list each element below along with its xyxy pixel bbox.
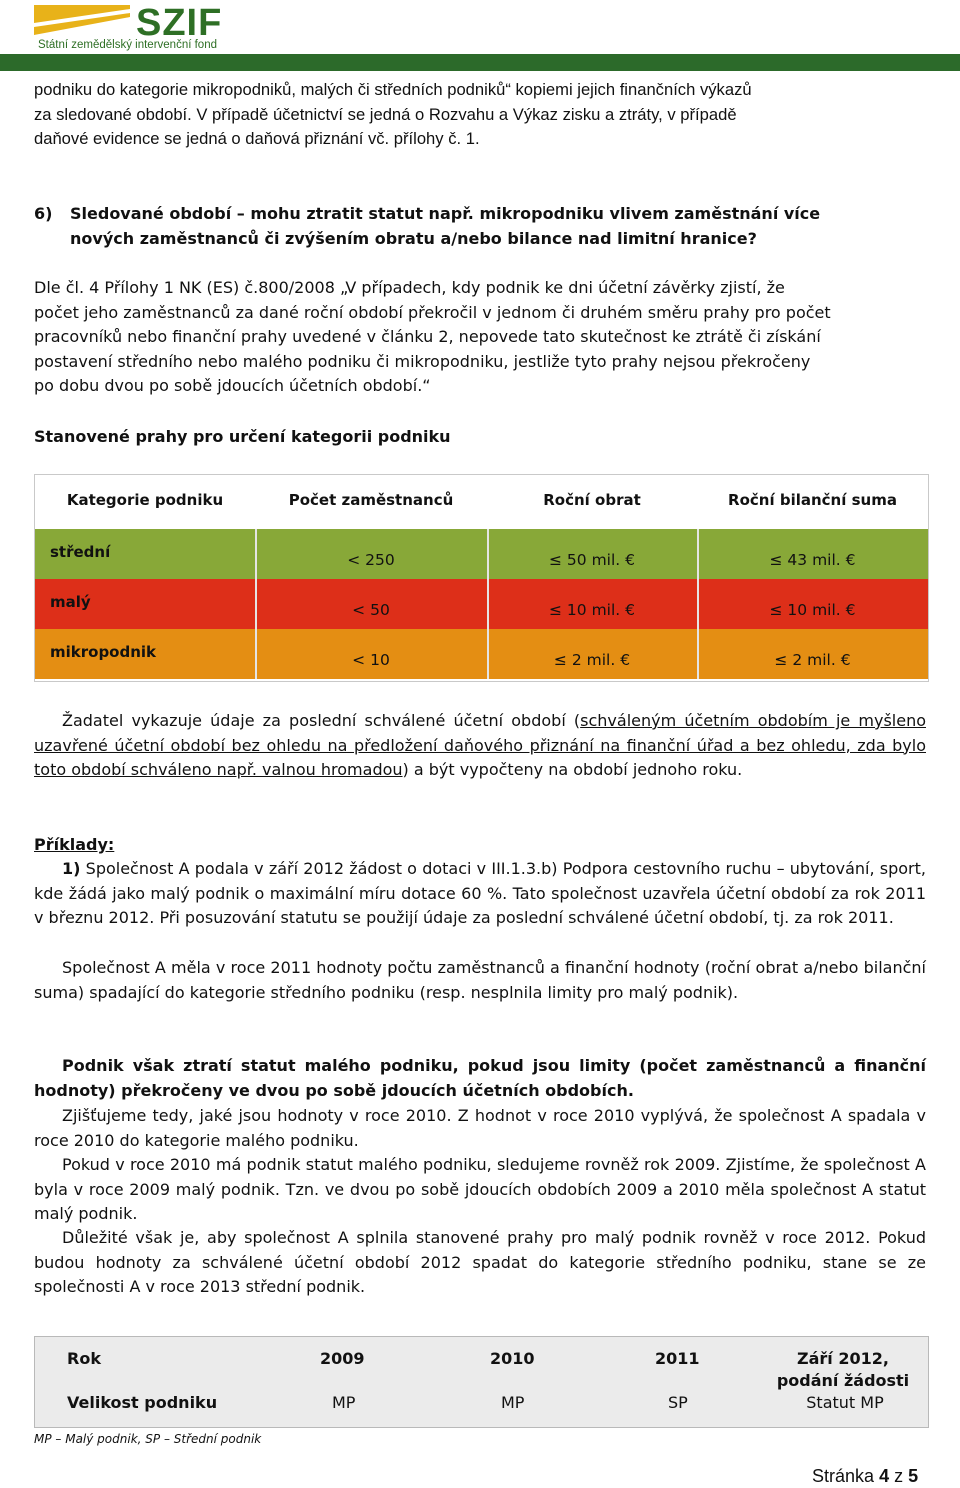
category-label: mikropodnik bbox=[50, 643, 157, 661]
intro-line: podniku do kategorie mikropodniků, malých či středních podniků“ kopiemi jejich finančních výkazů bbox=[34, 80, 752, 99]
size-cell: MP bbox=[501, 1393, 525, 1412]
category-label: střední bbox=[50, 543, 111, 561]
header-bar bbox=[0, 54, 960, 71]
col-header-balance: Roční bilanční suma bbox=[728, 491, 897, 509]
question-line: Sledované období – mohu ztratit statut např. mikropodniku vlivem zaměstnání více bbox=[70, 204, 821, 223]
limits-table bbox=[34, 474, 929, 682]
size-cell: MP bbox=[332, 1393, 356, 1412]
footnote: MP – Malý podnik, SP – Střední podnik bbox=[34, 1432, 262, 1446]
examples-heading: Příklady: bbox=[34, 835, 115, 854]
employees-value: < 10 bbox=[352, 651, 390, 669]
rule-paragraph bbox=[34, 276, 926, 399]
example-bold-paragraph: Podnik však ztratí statut malého podniku, pokud jsou limity (počet zaměstnanců a finanční hodnoty) překročeny ve dvou po sobě jdoucích účetních obdobích. bbox=[34, 1056, 926, 1100]
size-cell: Statut MP bbox=[806, 1393, 884, 1412]
employees-value: < 250 bbox=[347, 551, 395, 569]
balance-value: ≤ 2 mil. € bbox=[774, 651, 851, 669]
row-label-size: Velikost podniku bbox=[67, 1393, 218, 1412]
intro-line: daňové evidence se jedná o daňová přiznání vč. přílohy č. 1. bbox=[34, 129, 480, 148]
applicant-paragraph: Žadatel vykazuje údaje za poslední schválené účetní období (schváleným účetním obdobím je myšleno uzavřené účetní období bez ohledu na předložení daňového přiznání na finanční úřad a bez ohledu, zda bylo toto období schváleno např. valnou hromadou) a být vypočteny na období jednoho roku. bbox=[34, 711, 926, 779]
year-table bbox=[34, 1336, 929, 1428]
year-cell: 2011 bbox=[655, 1349, 700, 1368]
rule-line: počet jeho zaměstnanců za dané roční období překročil v jednom či druhém směru prahy pro počet bbox=[34, 302, 831, 322]
year-cell: 2009 bbox=[320, 1349, 365, 1368]
rule-line: pracovníků nebo finanční prahy uvedené v článku 2, nepovede tato skutečnost ke ztrátě či získání bbox=[34, 327, 821, 346]
page-number: Stránka 4 z 5 bbox=[812, 1466, 919, 1486]
year-cell: 2010 bbox=[490, 1349, 535, 1368]
row-label-year: Rok bbox=[67, 1349, 101, 1368]
example-paragraph: Pokud v roce 2010 má podnik statut malého podniku, sledujeme rovněž rok 2009. Zjistíme, že společnost A byla v roce 2009 malý podnik. Tzn. ve dvou po sobě jdoucích obdobích 2009 a 2010 měla společnost A statut malý podnik. bbox=[34, 1155, 926, 1223]
row-medium bbox=[35, 529, 928, 579]
category-label: malý bbox=[50, 593, 91, 611]
question-line: nových zaměstnanců či zvýšením obratu a/nebo bilance nad limitní hranice? bbox=[70, 228, 757, 248]
rule-line: Dle čl. 4 Přílohy 1 NK (ES) č.800/2008 „V případech, kdy podnik ke dni účetní závěrky zjistí, že bbox=[34, 278, 785, 297]
question-number: 6) bbox=[34, 204, 53, 223]
example-paragraph: Zjišťujeme tedy, jaké jsou hodnoty v roce 2010. Z hodnot v roce 2010 vyplývá, že společnost A spadala v roce 2010 do kategorie malého podniku. bbox=[34, 1106, 926, 1150]
row-small bbox=[35, 579, 928, 629]
szif-logo-icon bbox=[34, 5, 130, 39]
col-header-category: Kategorie podniku bbox=[66, 491, 224, 509]
balance-value: ≤ 43 mil. € bbox=[769, 551, 856, 569]
underlined-definition: schváleným účetním obdobím je myšleno uzavřené účetní období bez ohledu na předložení daňového přiznání na finanční úřad a bez ohledu, zda bylo toto období schváleno např. valnou hromadou bbox=[34, 711, 926, 779]
rule-line: po dobu dvou po sobě jdoucích účetních období.“ bbox=[34, 376, 431, 395]
example-paragraph: Důležité však je, aby společnost A splnila stanovené prahy pro malý podnik rovněž v roce 2012. Pokud budou hodnoty za schválené účetní období 2012 spadat do kategorie středního podniku, stane se ze společnosti A v roce 2013 střední podnik. bbox=[34, 1228, 926, 1296]
row-micro bbox=[35, 629, 928, 679]
col-header-turnover: Roční obrat bbox=[543, 491, 641, 509]
col-header-employees: Počet zaměstnanců bbox=[288, 491, 454, 509]
logo-text: SZIF bbox=[136, 2, 223, 44]
turnover-value: ≤ 2 mil. € bbox=[553, 651, 631, 669]
intro-line: za sledované období. V případě účetnictví se jedná o Rozvahu a Výkaz zisku a ztráty, v případě bbox=[34, 104, 737, 124]
example-number: 1) bbox=[62, 859, 81, 878]
year-cell: Září 2012, bbox=[797, 1349, 889, 1368]
example-paragraph: Společnost A měla v roce 2011 hodnoty počtu zaměstnanců a finanční hodnoty (roční obrat a/nebo bilanční suma) spadající do kategorie středního podniku (resp. nesplnila limity pro malý podnik). bbox=[34, 958, 926, 1002]
turnover-value: ≤ 50 mil. € bbox=[549, 551, 635, 569]
logo-subtitle: Státní zemědělský intervenční fond bbox=[38, 39, 217, 51]
question-6 bbox=[34, 202, 934, 251]
year-cell-note: podání žádosti bbox=[776, 1371, 910, 1390]
turnover-value: ≤ 10 mil. € bbox=[549, 601, 635, 619]
intro-paragraph bbox=[34, 78, 926, 152]
limits-heading: Stanovené prahy pro určení kategorii podniku bbox=[34, 427, 451, 446]
example-1: 1) Společnost A podala v září 2012 žádost o dotaci v III.1.3.b) Podpora cestovního ruchu – ubytování, sport, kde žádá jako malý podnik o maximální míru dotace 60 %. Tato společnost uzavřela účetní období za rok 2011 v březnu 2012. Při posuzování statutu se použijí údaje za poslední schválené účetní období, tj. za rok 2011. bbox=[34, 859, 926, 927]
size-cell: SP bbox=[668, 1393, 688, 1412]
balance-value: ≤ 10 mil. € bbox=[769, 601, 856, 619]
employees-value: < 50 bbox=[352, 601, 390, 619]
rule-line: postavení středního nebo malého podniku či mikropodniku, jestliže tyto prahy nejsou překročeny bbox=[34, 351, 811, 371]
